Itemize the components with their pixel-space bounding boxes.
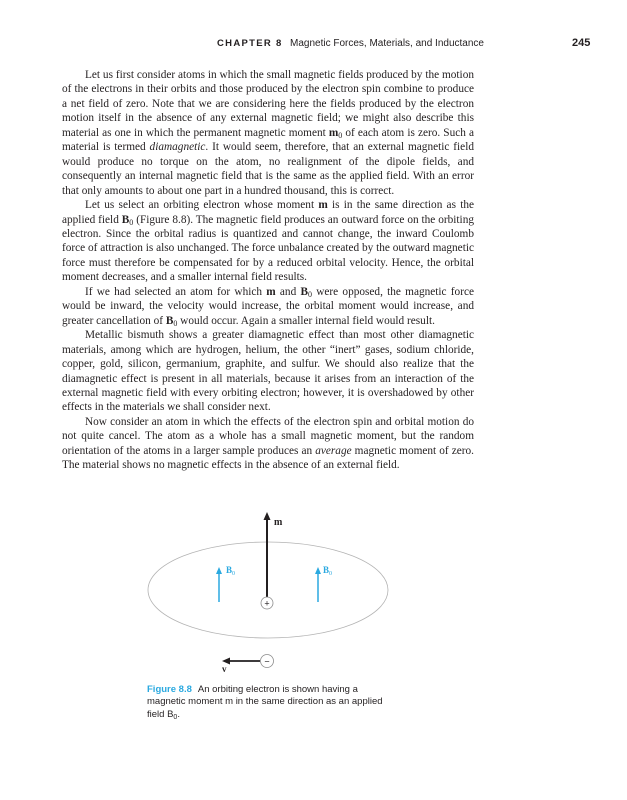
field-label-right: $B_0$ <box>323 565 333 577</box>
figure-caption <box>147 684 387 721</box>
paragraph: Metallic bismuth shows a greater diamagnetic effect than most other diamagnetic materials, among which are hydrogen, helium, the other “inert” gases, sodium chloride, copper, gold, silicon, germanium, graphite, and sulfur. We should also realize that the diamagnetic effect is present in all materials, because it arises from an interaction of the external magnetic field with every orbiting electron; however, it is overshadowed by other effects in the materials we shall consider next. <box>62 329 474 414</box>
nucleus-sign: + <box>264 598 270 609</box>
page-number: 245 <box>572 37 591 49</box>
velocity-label: v <box>222 664 227 672</box>
figure-8-8 <box>140 512 400 672</box>
paragraph: Let us select an orbiting electron whose moment m is in the same direction as the applied field $B_0$ (Figure 8.8). The magnetic field produces an outward force on the orbiting electron. Since the orbital radius is quantized and cannot change, the inward Coulomb force of attraction is also unchanged. The force unbalance created by the outward magnetic force must therefore be compensated for by a reduced orbital velocity. Hence, the orbital moment decreases, and a smaller internal field results. <box>62 199 474 284</box>
caption-text: An orbiting electron is shown having a magnetic moment m in the same direction as an applied field $B_0$. <box>147 684 383 721</box>
chapter-label: CHAPTER 8 <box>217 38 283 49</box>
paragraph: Let us first consider atoms in which the small magnetic fields produced by the motion of the electrons in their orbits and those produced by the electron spin combine to produce a net field of zero. Note that we are considering here the fields produced by the electron motion itself in the absence of any external magnetic field; we might also describe this material as one in which the permanent magnetic moment $m_0$ of each atom is zero. Such a material is termed diamagnetic. It would seem, therefore, that an external magnetic field would produce no torque on the atom, no realignment of the dipole fields, and consequently an internal magnetic field that is the same as the applied field. With an error that only amounts to about one part in a hundred thousand, this is correct. <box>62 69 474 197</box>
figure-label: Figure 8.8 <box>147 684 192 695</box>
moment-label: m <box>274 517 283 528</box>
paragraph: Now consider an atom in which the effects of the electron spin and orbital motion do not quite cancel. The atom as a whole has a small magnetic moment, but the random orientation of the atoms in a larger sample produces an average magnetic moment of zero. The material shows no magnetic effects in the absence of an external field. <box>62 415 474 472</box>
electron-sign: − <box>264 656 270 667</box>
moment-arrowhead <box>264 512 271 520</box>
running-header <box>0 36 627 52</box>
body-text <box>62 68 474 473</box>
paragraph: If we had selected an atom for which m and $B_0$ were opposed, the magnetic force would be inward, the velocity would increase, the orbital moment would increase, and greater cancellation of $B_0$ would occur. Again a smaller internal field would result. <box>62 285 474 328</box>
field-arrowhead-left <box>216 567 222 574</box>
field-arrowhead-right <box>315 567 321 574</box>
field-label-left: $B_0$ <box>226 565 236 577</box>
chapter-title: Magnetic Forces, Materials, and Inductance <box>290 38 484 49</box>
